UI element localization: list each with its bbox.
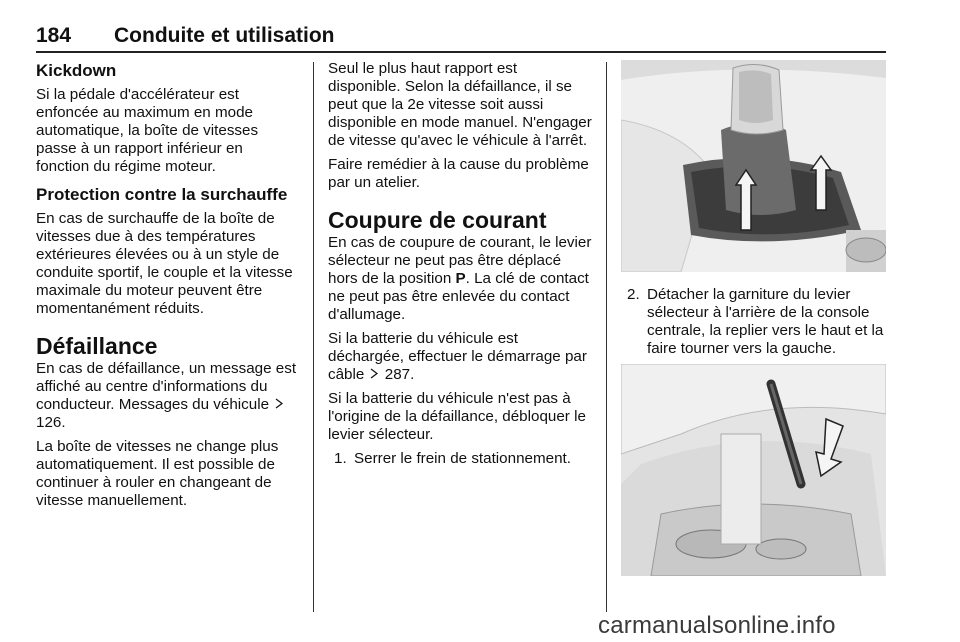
reference-arrow-icon — [369, 366, 381, 384]
step-1-text: Serrer le frein de stationnement. — [354, 450, 571, 467]
step-2-text: Détacher la garniture du levier sélecteur à l'arrière de la console centrale, la replier vers le haut et la faire tourner vers la gauche. — [647, 286, 884, 357]
column-1 — [36, 60, 298, 516]
step-1-number: 1. — [334, 450, 347, 467]
step-2 — [621, 286, 886, 358]
kickdown-heading: Kickdown — [36, 61, 117, 80]
column-divider-2 — [606, 62, 607, 612]
coupure-text-1-body: En cas de coupure de courant, le levier sélecteur ne peut pas être déplacé hors de la position — [328, 234, 592, 287]
defaillance-heading: Défaillance — [36, 333, 158, 359]
position-p-label: P — [455, 270, 466, 287]
page-number: 184 — [36, 24, 72, 47]
column-divider-1 — [313, 62, 314, 612]
coupure-text-1-tail: . La clé de contact ne peut pas être enlevée du contact d'allumage. — [328, 270, 589, 323]
step-1 — [328, 450, 593, 468]
header-rule — [36, 51, 886, 53]
protection-heading: Protection contre la surchauffe — [36, 185, 288, 204]
watermark: carmanualsonline.info — [598, 612, 836, 639]
protection-text: En cas de surchauffe de la boîte de vitesses due à des températures extérieures élevées ou à un style de conduite sportif, le couple et la vitesse maximale du moteur peuvent être momentanément réduits. — [36, 210, 293, 317]
defaillance-text — [36, 360, 298, 432]
gear-lever-photo — [621, 60, 886, 272]
coupure-text-1 — [328, 234, 593, 324]
defaillance-text-2: La boîte de vitesses ne change plus automatiquement. Il est possible de continuer à rouler en changeant de vitesse manuellement. — [36, 438, 279, 509]
jumpstart-page-ref[interactable]: 287. — [384, 366, 415, 383]
page-header — [36, 24, 886, 52]
defaillance-page-ref[interactable]: 126. — [36, 414, 66, 431]
console-trim-photo — [621, 364, 886, 576]
page-title: Conduite et utilisation — [114, 24, 335, 47]
column-2 — [328, 60, 593, 474]
defaillance-text-body: En cas de défaillance, un message est affiché au centre d'informations du conducteur. Messages du véhicule — [36, 360, 297, 413]
fault-text-2: Faire remédier à la cause du problème par un atelier. — [328, 156, 589, 191]
column-3 — [621, 60, 886, 576]
coupure-heading: Coupure de courant — [328, 207, 547, 233]
kickdown-text: Si la pédale d'accélérateur est enfoncée au maximum en mode automatique, la boîte de vitesses passe à un rapport inférieur en fonction du régime moteur. — [36, 86, 259, 175]
reference-arrow-icon — [273, 396, 285, 414]
fault-text-1: Seul le plus haut rapport est disponible. Selon la défaillance, il se peut que la 2e vitesse soit aussi disponible en mode manuel. N'engager de vitesse qu'avec le véhicule à l'arrêt. — [328, 60, 592, 149]
coupure-text-3: Si la batterie du véhicule n'est pas à l'origine de la défaillance, débloquer le levier sélecteur. — [328, 390, 586, 443]
coupure-text-2 — [328, 330, 593, 384]
coupure-text-2-body: Si la batterie du véhicule est déchargée, effectuer le démarrage par câble — [328, 330, 587, 383]
step-2-number: 2. — [627, 286, 640, 303]
